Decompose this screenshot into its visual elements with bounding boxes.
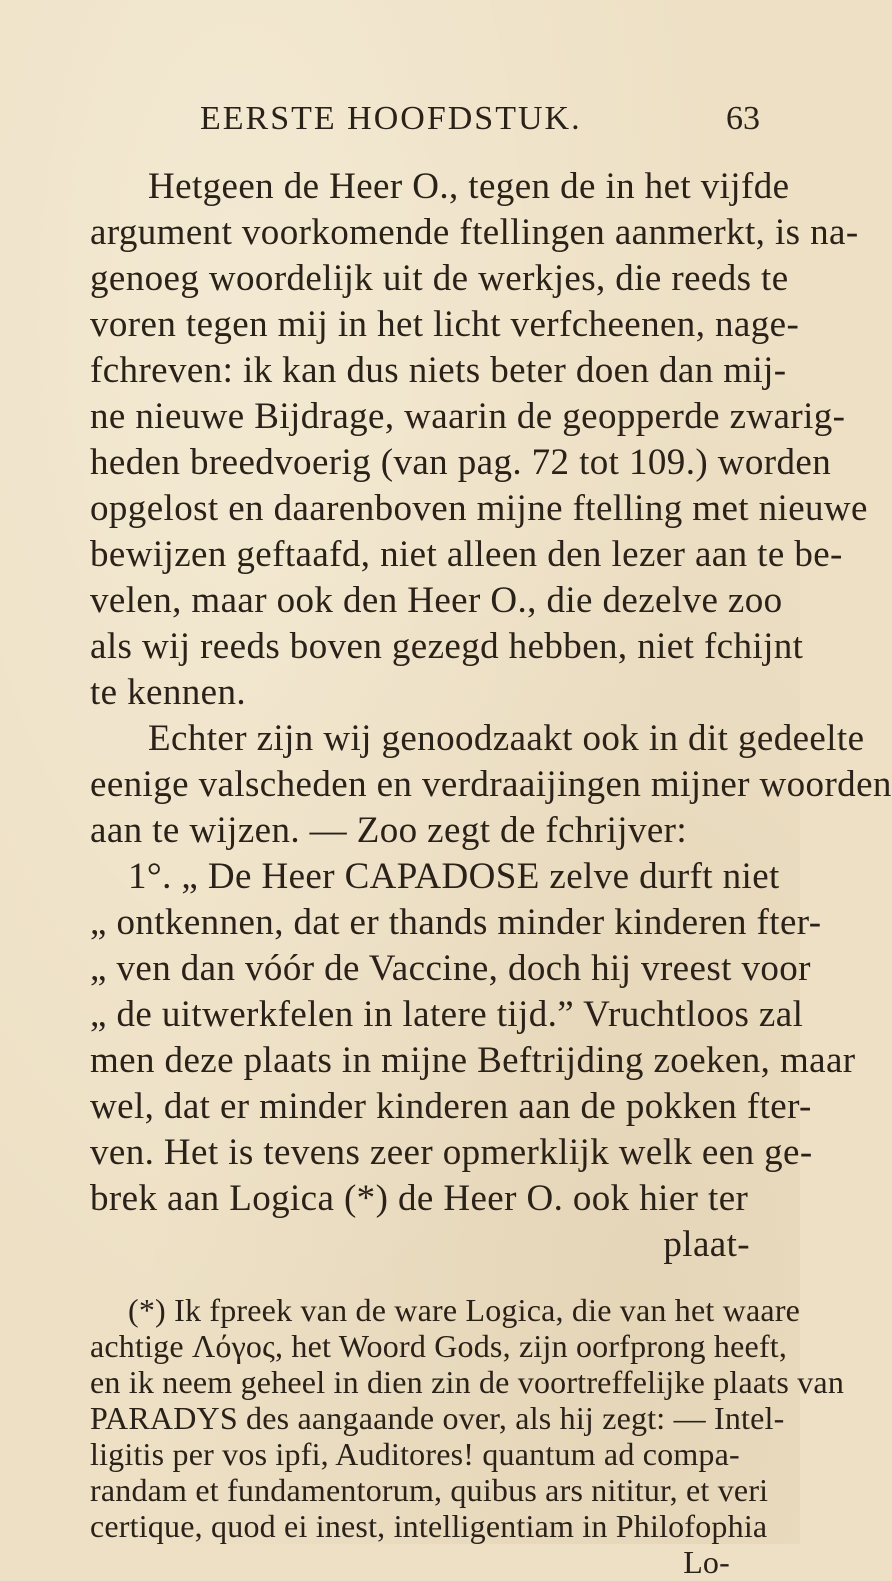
text-line: 1°. „ De Heer CAPADOSE zelve durft niet <box>128 856 780 897</box>
text-line: men deze plaats in mijne Beftrijding zoeken, maar <box>90 1040 856 1081</box>
text-line: „ de uitwerkfelen in latere tijd.” Vruchtloos zal <box>90 994 804 1035</box>
text-line: fchreven: ik kan dus niets beter doen dan mij- <box>90 350 787 391</box>
text-line: ne nieuwe Bijdrage, waarin de geopperde zwarig- <box>90 396 846 437</box>
text-line: Echter zijn wij genoodzaakt ook in dit gedeelte <box>148 718 865 759</box>
footnote-line: randam et fundamentorum, quibus ars nititur, et veri <box>90 1472 769 1508</box>
footnote-line: ligitis per vos ipfi, Auditores! quantum ad compa- <box>90 1436 740 1472</box>
text-line: Hetgeen de Heer O., tegen de in het vijfde <box>148 166 790 207</box>
footnote-line: PARADYS des aangaande over, als hij zegt: — Intel- <box>90 1400 785 1436</box>
text-line: te kennen. <box>90 672 247 713</box>
text-line: velen, maar ook den Heer O., die dezelve zoo <box>90 580 783 621</box>
footnote-line: en ik neem geheel in dien zin de voortreffelijke plaats van <box>90 1364 845 1400</box>
text-line: argument voorkomende ftellingen aanmerkt, is na- <box>90 212 859 253</box>
footnote-line: achtige Λόγος, het Woord Gods, zijn oorfprong heeft, <box>90 1328 788 1364</box>
text-line: „ ontkennen, dat er thands minder kinderen fter- <box>90 902 822 943</box>
text-line: genoeg woordelijk uit de werkjes, die reeds te <box>90 258 789 299</box>
page-number: 63 <box>726 100 760 137</box>
footnote-line: certique, quod ei inest, intelligentiam in Philofophia <box>90 1508 768 1544</box>
text-line: als wij reeds boven gezegd hebben, niet fchijnt <box>90 626 804 667</box>
text-line: wel, dat er minder kinderen aan de pokken fter- <box>90 1086 812 1127</box>
text-line: „ ven dan vóór de Vaccine, doch hij vreest voor <box>90 948 811 989</box>
footnote-line: Lo- <box>683 1544 730 1580</box>
footnote-line: (*) Ik fpreek van de ware Logica, die van het waare <box>128 1292 801 1328</box>
text-line: ven. Het is tevens zeer opmerklijk welk een ge- <box>90 1132 813 1173</box>
text-line: aan te wijzen. — Zoo zegt de fchrijver: <box>90 810 688 851</box>
text-line: bewijzen geftaafd, niet alleen den lezer aan te be- <box>90 534 843 575</box>
page-header <box>100 100 760 150</box>
text-line: brek aan Logica (*) de Heer O. ook hier ter <box>90 1178 749 1219</box>
catchword: plaat- <box>663 1224 750 1265</box>
text-line: eenige valscheden en verdraaijingen mijner woorden <box>90 764 892 805</box>
text-line: opgelost en daarenboven mijne ftelling met nieuwe <box>90 488 868 529</box>
text-line: heden breedvoerig (van pag. 72 tot 109.) worden <box>90 442 832 483</box>
text-line: voren tegen mij in het licht verfcheenen, nage- <box>90 304 800 345</box>
running-title: EERSTE HOOFDSTUK. <box>200 100 582 137</box>
